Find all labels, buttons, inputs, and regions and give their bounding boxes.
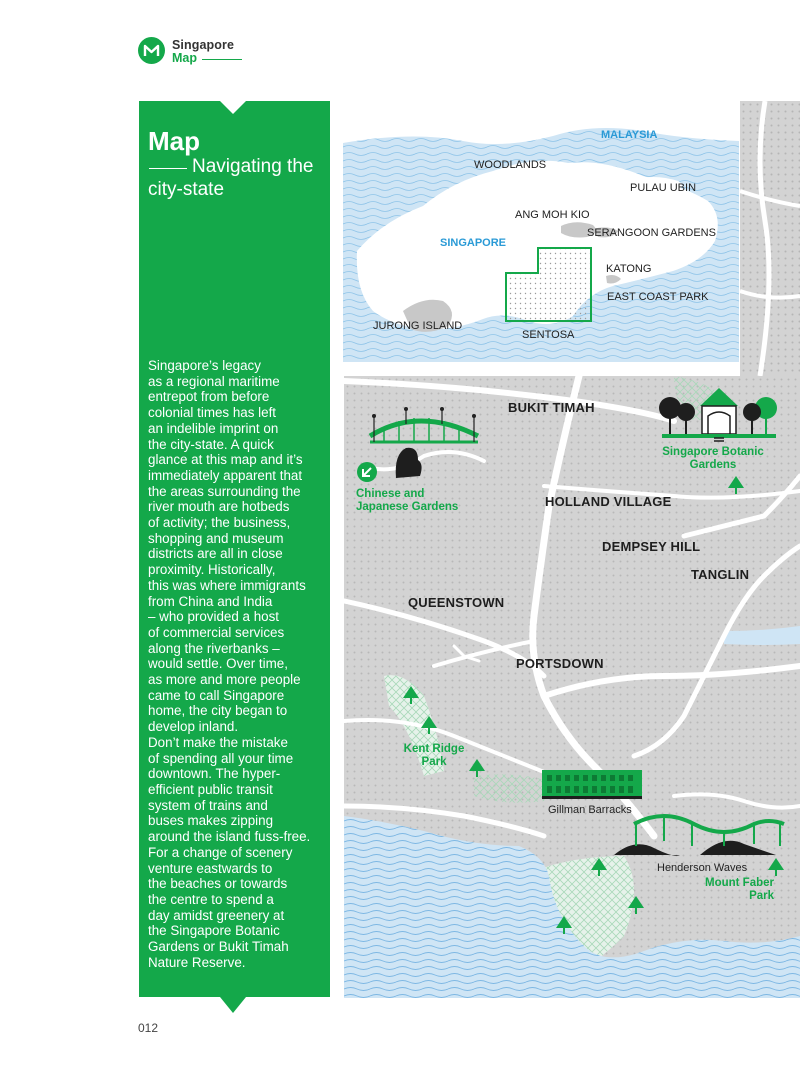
inset-label-ang-moh-kio: ANG MOH KIO	[515, 209, 590, 221]
main-detail-map	[344, 376, 800, 998]
landmark-label-chinese-gardens: Chinese and Japanese Gardens	[356, 488, 459, 513]
area-label-portsdown: PORTSDOWN	[516, 656, 604, 671]
landmark-label-henderson-waves: Henderson Waves	[657, 862, 748, 874]
area-label-queenstown: QUEENSTOWN	[408, 595, 505, 610]
inset-label-east-coast: EAST COAST PARK	[607, 291, 709, 303]
brand-logo-icon	[138, 37, 165, 64]
header-section: Map	[172, 51, 197, 65]
landmark-label-gillman-barracks: Gillman Barracks	[548, 804, 632, 816]
panel-subtitle: Navigating the city-state	[148, 156, 314, 200]
map-edge-strip	[740, 101, 800, 376]
area-label-bukit-timah: BUKIT TIMAH	[508, 400, 595, 415]
panel-notch-bottom	[220, 997, 246, 1013]
inset-label-sentosa: SENTOSA	[522, 329, 575, 341]
inset-label-katong: KATONG	[606, 263, 652, 275]
header-title: Singapore	[172, 38, 235, 52]
area-label-tanglin: TANGLIN	[691, 567, 750, 582]
inset-label-pulau-ubin: PULAU UBIN	[630, 182, 697, 194]
inset-label-woodlands: WOODLANDS	[474, 159, 547, 171]
landmark-label-botanic-gardens: Singapore Botanic Gardens	[662, 446, 764, 471]
inset-label-serangoon: SERANGOON GARDENS	[587, 227, 716, 239]
panel-title: Map	[148, 126, 200, 156]
header-rule	[202, 59, 242, 60]
landmark-label-mount-faber: Mount Faber Park	[705, 877, 774, 902]
panel-notch-top	[220, 101, 246, 114]
area-label-holland-village: HOLLAND VILLAGE	[545, 494, 672, 509]
landmark-label-kent-ridge: Kent Ridge Park	[403, 743, 465, 768]
inset-label-jurong: JURONG ISLAND	[373, 320, 463, 332]
area-label-dempsey-hill: DEMPSEY HILL	[602, 539, 701, 554]
inset-label-malaysia: MALAYSIA	[601, 129, 658, 141]
panel-body-text: Singapore’s legacy as a regional maritime entrepot from before colonial times has left an indelible imprint on the city-state. A quick glance at this map and it’s immediately apparent that the areas surrounding the river mouth are hotbeds of activity; the business, shopping and museum districts are all in close proximity. Historically, this was where immigrants from China and India – who provided a host of commercial services along the riverbanks – would settle. Over time, as more and more people came to call Singapore home, the city began to develop inland. Don’t make the mistake of spending all your time downtown. The hyper- efficient public transit system of trains and buses makes zipping around the island fuss-free. For a change of scenery venture eastwards to the beaches or towards the centre to spend a day amidst greenery at the Singapore Botanic Gardens or Bukit Timah Nature Reserve.	[148, 358, 311, 970]
inset-island-map	[343, 101, 739, 362]
inset-label-singapore: SINGAPORE	[440, 237, 507, 249]
page-number: 012	[138, 1021, 159, 1035]
gillman-barracks-icon	[542, 770, 642, 799]
